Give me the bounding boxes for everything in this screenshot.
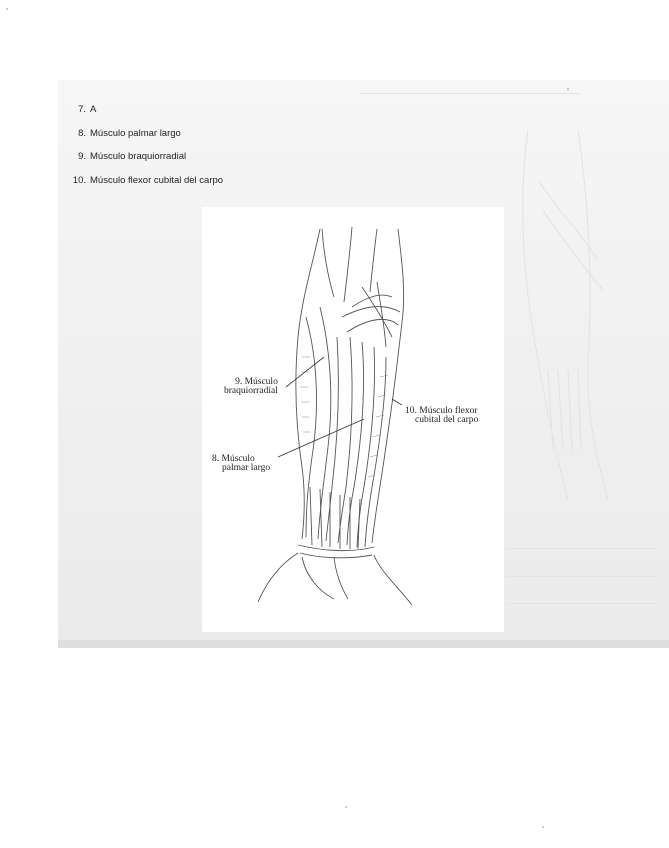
leader-line-10: [392, 399, 402, 405]
answer-item: [60, 175, 360, 199]
label-10-line2: cubital del carpo: [415, 415, 479, 425]
hand-outline: [258, 553, 298, 602]
answer-text: Músculo braquiorradial: [90, 151, 187, 162]
label-9-line1: 9. Músculo: [235, 377, 278, 387]
bleed-through-line: [360, 93, 580, 94]
label-braquiorradial: [214, 378, 278, 396]
label-flexor-cubital: [405, 407, 478, 425]
answer-number: 7.: [78, 104, 86, 115]
answer-text: Músculo palmar largo: [90, 127, 181, 139]
answer-text: A: [90, 104, 97, 115]
bleed-through-line: [506, 603, 656, 604]
answer-number: 10.: [72, 174, 86, 186]
leader-line-8: [278, 419, 364, 457]
scan-speck: [542, 826, 544, 828]
label-palmar-largo: [212, 455, 270, 473]
answer-number: 8.: [78, 127, 86, 139]
forearm-outline-right: [372, 229, 404, 543]
answer-list: [60, 104, 360, 198]
forearm-illustration: [202, 207, 504, 632]
bleed-through-line: [506, 548, 656, 549]
scan-speck: [6, 8, 8, 10]
answer-item: [60, 151, 360, 175]
bleed-through-drawing: [508, 120, 618, 510]
answer-item: [60, 128, 360, 152]
answer-item: [60, 104, 360, 128]
scan-speck: [567, 88, 569, 90]
label-10-line1: 10. Músculo flexor: [405, 406, 478, 416]
leader-line-9: [286, 357, 324, 387]
answer-number: 9.: [78, 151, 86, 162]
label-8-line1: 8. Músculo: [212, 454, 255, 464]
label-8-line2: palmar largo: [222, 463, 271, 473]
bleed-through-line: [506, 576, 656, 577]
scan-band-edge: [58, 640, 669, 648]
answer-text: Músculo flexor cubital del carpo: [90, 174, 224, 186]
label-9-line2: braquiorradial: [224, 386, 278, 396]
scan-speck: [345, 806, 347, 808]
